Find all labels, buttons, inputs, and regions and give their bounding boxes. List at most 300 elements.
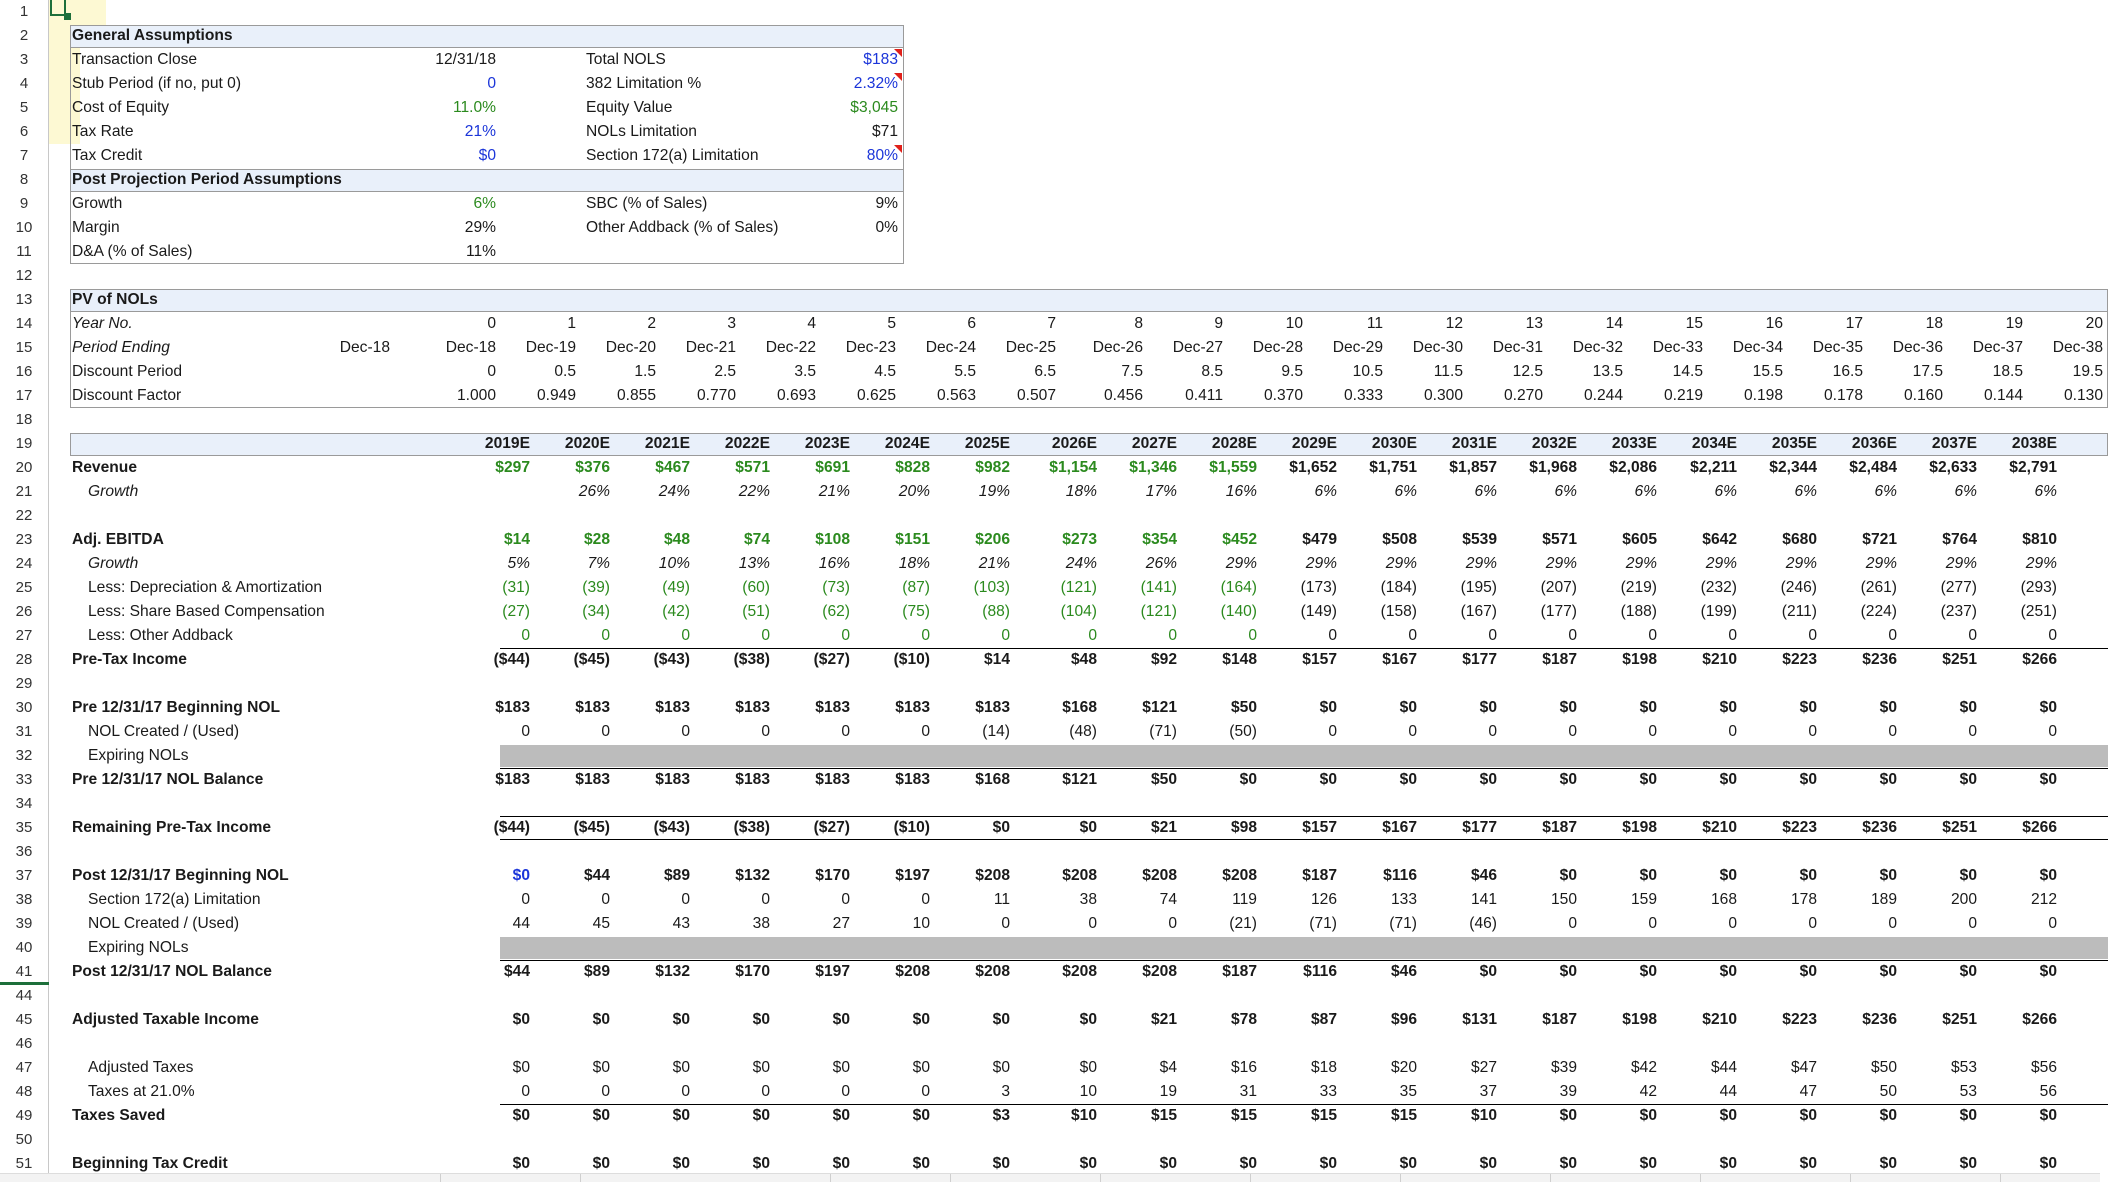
year-column-header: 2021E bbox=[644, 435, 690, 452]
row-header[interactable]: 28 bbox=[0, 648, 49, 672]
value-cell: $0 bbox=[672, 1155, 690, 1172]
row-header[interactable]: 2 bbox=[0, 24, 49, 48]
value-cell: 0 bbox=[1001, 627, 1010, 644]
pv-cell: 0.270 bbox=[1503, 387, 1543, 404]
value-cell: (103) bbox=[973, 579, 1010, 596]
post-label-right bbox=[586, 240, 816, 264]
value-cell: $0 bbox=[992, 819, 1010, 836]
value-cell: $0 bbox=[672, 1059, 690, 1076]
value-cell: $183 bbox=[575, 771, 610, 788]
value-cell: 0 bbox=[1568, 915, 1577, 932]
value-cell: $354 bbox=[1142, 531, 1177, 548]
value-cell: (199) bbox=[1700, 603, 1737, 620]
value-cell: $183 bbox=[735, 699, 770, 716]
value-cell: $157 bbox=[1302, 651, 1337, 668]
pv-cell: Dec-18 bbox=[445, 339, 496, 356]
column-divider bbox=[2000, 1174, 2001, 1182]
value-cell: $691 bbox=[815, 459, 850, 476]
value-cell: $810 bbox=[2022, 531, 2057, 548]
value-cell: $50 bbox=[1150, 771, 1177, 788]
value-cell: 189 bbox=[1870, 891, 1897, 908]
row-header[interactable]: 30 bbox=[0, 696, 49, 720]
value-cell: $42 bbox=[1630, 1059, 1657, 1076]
value-cell: (49) bbox=[662, 579, 690, 596]
value-cell: $44 bbox=[1710, 1059, 1737, 1076]
row-header[interactable]: 33 bbox=[0, 768, 49, 792]
row-header[interactable]: 4 bbox=[0, 72, 49, 96]
pv-cell: Dec-28 bbox=[1252, 339, 1303, 356]
value-cell: $0 bbox=[592, 1107, 610, 1124]
value-cell: 29% bbox=[1625, 555, 1657, 572]
value-cell: $452 bbox=[1222, 531, 1257, 548]
value-cell: $3 bbox=[992, 1107, 1010, 1124]
row-header[interactable]: 9 bbox=[0, 192, 49, 216]
pv-cell: 18 bbox=[1925, 315, 1943, 332]
value-cell: $14 bbox=[503, 531, 530, 548]
row-header[interactable]: 15 bbox=[0, 336, 49, 360]
value-cell: $187 bbox=[1302, 867, 1337, 884]
value-cell: $210 bbox=[1702, 819, 1737, 836]
value-cell: $0 bbox=[672, 1107, 690, 1124]
value-cell: 6% bbox=[1554, 483, 1577, 500]
assumption-label: Stub Period (if no, put 0) bbox=[72, 75, 242, 92]
year-column-header: 2032E bbox=[1531, 435, 1577, 452]
value-cell: $0 bbox=[1879, 699, 1897, 716]
value-cell: $131 bbox=[1462, 1011, 1497, 1028]
value-cell: $1,857 bbox=[1449, 459, 1497, 476]
line-label-pre-created: NOL Created / (Used) bbox=[88, 723, 240, 740]
row-header[interactable]: 10 bbox=[0, 216, 49, 240]
assumption-label-right: 382 Limitation % bbox=[586, 75, 702, 92]
assumption-value-right: $183 bbox=[863, 51, 898, 68]
pv-cell: 15 bbox=[1685, 315, 1703, 332]
row-header[interactable]: 38 bbox=[0, 888, 49, 912]
value-cell: (141) bbox=[1140, 579, 1177, 596]
row-header[interactable]: 16 bbox=[0, 360, 49, 384]
row-header[interactable]: 27 bbox=[0, 624, 49, 648]
pv-cell: 12 bbox=[1445, 315, 1463, 332]
row-header[interactable]: 32 bbox=[0, 744, 49, 768]
value-cell: $266 bbox=[2022, 819, 2057, 836]
value-cell: $208 bbox=[975, 963, 1010, 980]
value-cell: $0 bbox=[1799, 867, 1817, 884]
value-cell: $2,633 bbox=[1929, 459, 1977, 476]
sheet-row bbox=[0, 1128, 2100, 1152]
value-cell: $0 bbox=[752, 1107, 770, 1124]
pv-cell: 7.5 bbox=[1121, 363, 1143, 380]
value-cell: $0 bbox=[1479, 963, 1497, 980]
value-cell: 19% bbox=[978, 483, 1010, 500]
value-cell: $0 bbox=[752, 1155, 770, 1172]
value-cell: ($27) bbox=[813, 651, 850, 668]
expiring-band-pre bbox=[500, 745, 2108, 767]
value-cell: $0 bbox=[1559, 963, 1577, 980]
value-cell: $0 bbox=[1959, 1155, 1977, 1172]
value-cell: $183 bbox=[975, 699, 1010, 716]
year-column-header: 2036E bbox=[1851, 435, 1897, 452]
pv-cell: Dec-34 bbox=[1732, 339, 1783, 356]
assumption-value-right: 80% bbox=[866, 147, 898, 164]
value-cell: 6% bbox=[1474, 483, 1497, 500]
value-cell: $197 bbox=[895, 867, 930, 884]
value-cell: $98 bbox=[1230, 819, 1257, 836]
value-cell: $266 bbox=[2022, 651, 2057, 668]
value-cell: 18% bbox=[898, 555, 930, 572]
value-cell: $0 bbox=[912, 1059, 930, 1076]
year-column-header: 2037E bbox=[1931, 435, 1977, 452]
row-header[interactable]: 26 bbox=[0, 600, 49, 624]
discount-factor-label: Discount Factor bbox=[72, 387, 182, 404]
row-header[interactable]: 45 bbox=[0, 1008, 49, 1032]
value-cell: $0 bbox=[1399, 771, 1417, 788]
row-header[interactable]: 49 bbox=[0, 1104, 49, 1128]
value-cell: $223 bbox=[1782, 651, 1817, 668]
value-cell: $0 bbox=[672, 1011, 690, 1028]
value-cell: $47 bbox=[1790, 1059, 1817, 1076]
value-cell: ($44) bbox=[493, 819, 530, 836]
assumption-label-right: Equity Value bbox=[586, 99, 673, 116]
fill-handle[interactable] bbox=[64, 13, 71, 20]
value-cell: 39 bbox=[1559, 1083, 1577, 1100]
assumption-value: 11.0% bbox=[452, 99, 496, 116]
value-cell: $266 bbox=[2022, 1011, 2057, 1028]
row-header[interactable]: 8 bbox=[0, 168, 49, 192]
value-cell: 0 bbox=[1408, 723, 1417, 740]
value-cell: 141 bbox=[1470, 891, 1497, 908]
value-cell: 0 bbox=[1488, 723, 1497, 740]
value-cell: ($10) bbox=[893, 819, 930, 836]
value-cell: (195) bbox=[1460, 579, 1497, 596]
year-no-label: Year No. bbox=[72, 315, 133, 332]
value-cell: $78 bbox=[1230, 1011, 1257, 1028]
value-cell: 44 bbox=[512, 915, 530, 932]
value-cell: 0 bbox=[601, 891, 610, 908]
row-header[interactable]: 48 bbox=[0, 1080, 49, 1104]
line-label-adj-taxes: Adjusted Taxes bbox=[88, 1059, 194, 1076]
sheet-row bbox=[0, 504, 2100, 528]
value-cell: 16% bbox=[818, 555, 850, 572]
column-divider bbox=[950, 1174, 951, 1182]
value-cell: $208 bbox=[1142, 867, 1177, 884]
year-column-header: 2022E bbox=[724, 435, 770, 452]
pv-cell: 5 bbox=[887, 315, 896, 332]
pv-cell: 17.5 bbox=[1912, 363, 1943, 380]
row-header[interactable]: 6 bbox=[0, 120, 49, 144]
pv-cell: 8.5 bbox=[1201, 363, 1223, 380]
row-header[interactable]: 11 bbox=[0, 240, 49, 264]
value-cell: $0 bbox=[1799, 963, 1817, 980]
year-column-header: 2033E bbox=[1611, 435, 1657, 452]
year-column-header: 2027E bbox=[1131, 435, 1177, 452]
value-cell: 0 bbox=[761, 723, 770, 740]
pv-cell: Dec-36 bbox=[1892, 339, 1943, 356]
pv-cell: 13.5 bbox=[1592, 363, 1623, 380]
row-header[interactable]: 13 bbox=[0, 288, 49, 312]
value-cell: $0 bbox=[1079, 1011, 1097, 1028]
value-cell: 0 bbox=[1648, 723, 1657, 740]
value-cell: (237) bbox=[1940, 603, 1977, 620]
value-cell: $0 bbox=[1719, 867, 1737, 884]
value-cell: 0 bbox=[921, 627, 930, 644]
value-cell: $0 bbox=[1959, 771, 1977, 788]
value-cell: (87) bbox=[902, 579, 930, 596]
row-header[interactable]: 7 bbox=[0, 144, 49, 168]
row-header[interactable]: 5 bbox=[0, 96, 49, 120]
line-label-da: Less: Depreciation & Amortization bbox=[88, 579, 323, 596]
row-header[interactable]: 19 bbox=[0, 432, 49, 456]
year-column-header: 2025E bbox=[964, 435, 1010, 452]
value-cell: $157 bbox=[1302, 819, 1337, 836]
pv-cell: Dec-26 bbox=[1092, 339, 1143, 356]
pv-cell: 10 bbox=[1285, 315, 1303, 332]
value-cell: $0 bbox=[1319, 699, 1337, 716]
value-cell: 29% bbox=[1705, 555, 1737, 572]
value-cell: 6% bbox=[1794, 483, 1817, 500]
value-cell: 0 bbox=[1648, 915, 1657, 932]
value-cell: $251 bbox=[1942, 651, 1977, 668]
value-cell: 24% bbox=[658, 483, 690, 500]
value-cell: 0 bbox=[841, 723, 850, 740]
value-cell: $0 bbox=[1559, 699, 1577, 716]
value-cell: $0 bbox=[592, 1155, 610, 1172]
pv-cell: 4.5 bbox=[874, 363, 896, 380]
value-cell: (140) bbox=[1220, 603, 1257, 620]
value-cell: $44 bbox=[503, 963, 530, 980]
pv-cell: Dec-32 bbox=[1572, 339, 1623, 356]
value-cell: $116 bbox=[1383, 867, 1417, 884]
row-header[interactable]: 29 bbox=[0, 672, 49, 696]
value-cell: $0 bbox=[1559, 867, 1577, 884]
value-cell: $44 bbox=[583, 867, 610, 884]
value-cell: $0 bbox=[2039, 699, 2057, 716]
value-cell: 0 bbox=[841, 891, 850, 908]
row-header[interactable]: 31 bbox=[0, 720, 49, 744]
value-cell: 53 bbox=[1959, 1083, 1977, 1100]
value-cell: $15 bbox=[1150, 1107, 1177, 1124]
value-cell: $170 bbox=[815, 867, 850, 884]
pv-cell: 7 bbox=[1047, 315, 1056, 332]
value-cell: $0 bbox=[1959, 699, 1977, 716]
row-header[interactable]: 14 bbox=[0, 312, 49, 336]
column-divider bbox=[580, 1174, 581, 1182]
row-header[interactable]: 1 bbox=[0, 0, 49, 24]
value-cell: $108 bbox=[815, 531, 850, 548]
row-header[interactable]: 22 bbox=[0, 504, 49, 528]
value-cell: (48) bbox=[1069, 723, 1097, 740]
row-header[interactable]: 34 bbox=[0, 792, 49, 816]
value-cell: 200 bbox=[1950, 891, 1977, 908]
value-cell: $206 bbox=[975, 531, 1010, 548]
value-cell: $0 bbox=[832, 1155, 850, 1172]
assumption-label-right: NOLs Limitation bbox=[586, 123, 697, 140]
year-column-header: 2023E bbox=[804, 435, 850, 452]
assumption-value-right: $71 bbox=[871, 123, 898, 140]
value-cell: $183 bbox=[815, 771, 850, 788]
year-column-header: 2024E bbox=[884, 435, 930, 452]
value-cell: (261) bbox=[1860, 579, 1897, 596]
year-column-header: 2028E bbox=[1211, 435, 1257, 452]
value-cell: $170 bbox=[735, 963, 770, 980]
value-cell: $0 bbox=[1079, 819, 1097, 836]
row-header[interactable]: 23 bbox=[0, 528, 49, 552]
value-cell: $251 bbox=[1942, 1011, 1977, 1028]
pv-cell: Dec-21 bbox=[685, 339, 736, 356]
value-cell: $0 bbox=[1719, 1107, 1737, 1124]
value-cell: ($44) bbox=[493, 651, 530, 668]
row-header[interactable]: 47 bbox=[0, 1056, 49, 1080]
value-cell: $50 bbox=[1230, 699, 1257, 716]
value-cell: (104) bbox=[1060, 603, 1097, 620]
pv-cell: 14.5 bbox=[1672, 363, 1703, 380]
row-header[interactable]: 24 bbox=[0, 552, 49, 576]
value-cell: $0 bbox=[1719, 963, 1737, 980]
value-cell: $198 bbox=[1622, 819, 1657, 836]
value-cell: 0 bbox=[1888, 723, 1897, 740]
value-cell: 0 bbox=[1728, 723, 1737, 740]
row-header[interactable]: 17 bbox=[0, 384, 49, 408]
value-cell: ($43) bbox=[653, 819, 690, 836]
value-cell: $0 bbox=[1719, 771, 1737, 788]
value-cell: 0 bbox=[761, 891, 770, 908]
line-label-post-expiring: Expiring NOLs bbox=[88, 939, 189, 956]
value-cell: $273 bbox=[1062, 531, 1097, 548]
total-nols-comment-marker[interactable] bbox=[894, 49, 902, 57]
value-cell: 0 bbox=[1808, 627, 1817, 644]
value-cell: $467 bbox=[655, 459, 690, 476]
row-header[interactable]: 37 bbox=[0, 864, 49, 888]
pv-cell: Dec-23 bbox=[845, 339, 896, 356]
value-cell: 119 bbox=[1232, 891, 1257, 908]
value-cell: $0 bbox=[1959, 963, 1977, 980]
value-cell: $251 bbox=[1942, 819, 1977, 836]
row-header[interactable]: 21 bbox=[0, 480, 49, 504]
value-cell: $0 bbox=[1159, 1155, 1177, 1172]
value-cell: $10 bbox=[1070, 1107, 1097, 1124]
pv-cell: 19.5 bbox=[2072, 363, 2103, 380]
row-header[interactable]: 39 bbox=[0, 912, 49, 936]
value-cell: 0 bbox=[1808, 915, 1817, 932]
value-cell: $0 bbox=[2039, 1107, 2057, 1124]
value-cell: $2,791 bbox=[2009, 459, 2057, 476]
value-cell: $48 bbox=[663, 531, 690, 548]
value-cell: $508 bbox=[1382, 531, 1417, 548]
total-rule bbox=[500, 816, 2108, 817]
row-header[interactable]: 50 bbox=[0, 1128, 49, 1152]
pv-cell: 14 bbox=[1605, 315, 1623, 332]
value-cell: 0 bbox=[1168, 627, 1177, 644]
value-cell: $0 bbox=[1479, 1155, 1497, 1172]
row-header[interactable]: 25 bbox=[0, 576, 49, 600]
value-cell: $236 bbox=[1862, 1011, 1897, 1028]
value-cell: 0 bbox=[921, 891, 930, 908]
value-cell: $0 bbox=[1559, 1155, 1577, 1172]
value-cell: $0 bbox=[1319, 771, 1337, 788]
value-cell: $0 bbox=[2039, 963, 2057, 980]
column-divider bbox=[1700, 1174, 1701, 1182]
period-pre: Dec-18 bbox=[339, 339, 390, 356]
line-label-other: Less: Other Addback bbox=[88, 627, 233, 644]
value-cell: (207) bbox=[1540, 579, 1577, 596]
row-header[interactable]: 18 bbox=[0, 408, 49, 432]
value-cell: 0 bbox=[2048, 915, 2057, 932]
value-cell: ($27) bbox=[813, 819, 850, 836]
post-value-right: 9% bbox=[875, 195, 898, 212]
row-header[interactable]: 40 bbox=[0, 936, 49, 960]
row-header[interactable]: 35 bbox=[0, 816, 49, 840]
value-cell: 0 bbox=[1888, 915, 1897, 932]
value-cell: 37 bbox=[1479, 1083, 1497, 1100]
value-cell: $0 bbox=[1879, 1107, 1897, 1124]
row-header[interactable]: 46 bbox=[0, 1032, 49, 1056]
value-cell: $0 bbox=[832, 1107, 850, 1124]
value-cell: $0 bbox=[1959, 867, 1977, 884]
year-column-header: 2034E bbox=[1691, 435, 1737, 452]
value-cell: ($10) bbox=[893, 651, 930, 668]
value-cell: $0 bbox=[2039, 771, 2057, 788]
value-cell: 10 bbox=[912, 915, 930, 932]
horizontal-scrollbar[interactable] bbox=[0, 1173, 2100, 1182]
pv-cell: 0.625 bbox=[856, 387, 896, 404]
value-cell: $28 bbox=[583, 531, 610, 548]
column-divider bbox=[830, 1174, 831, 1182]
value-cell: $0 bbox=[1879, 867, 1897, 884]
pv-cell: 10.5 bbox=[1352, 363, 1383, 380]
value-cell: $0 bbox=[1639, 867, 1657, 884]
s172-comment-marker[interactable] bbox=[894, 145, 902, 153]
column-divider bbox=[1400, 1174, 1401, 1182]
line-label-ebitda: Adj. EBITDA bbox=[72, 531, 164, 548]
row-header[interactable]: 51 bbox=[0, 1152, 49, 1176]
value-cell: 29% bbox=[1305, 555, 1337, 572]
value-cell: $828 bbox=[895, 459, 930, 476]
value-cell: 16% bbox=[1225, 483, 1257, 500]
row-header[interactable]: 12 bbox=[0, 264, 49, 288]
column-divider bbox=[1850, 1174, 1851, 1182]
pv-cell: Dec-27 bbox=[1172, 339, 1223, 356]
value-cell: 178 bbox=[1790, 891, 1817, 908]
value-cell: 0 bbox=[1728, 627, 1737, 644]
year-column-header: 2026E bbox=[1051, 435, 1097, 452]
value-cell: $183 bbox=[895, 699, 930, 716]
expiring-band-post bbox=[500, 937, 2108, 959]
value-cell: 29% bbox=[1465, 555, 1497, 572]
sheet-row bbox=[0, 840, 2100, 864]
post-label: D&A (% of Sales) bbox=[72, 243, 193, 260]
value-cell: $0 bbox=[1799, 699, 1817, 716]
row-header[interactable]: 3 bbox=[0, 48, 49, 72]
row-header[interactable]: 41 bbox=[0, 960, 49, 984]
row-header[interactable]: 36 bbox=[0, 840, 49, 864]
sheet-row bbox=[0, 792, 2100, 816]
limitation-pct-comment-marker[interactable] bbox=[894, 73, 902, 81]
value-cell: (50) bbox=[1229, 723, 1257, 740]
value-cell: 29% bbox=[1225, 555, 1257, 572]
value-cell: 0 bbox=[2048, 723, 2057, 740]
value-cell: $46 bbox=[1390, 963, 1417, 980]
row-header[interactable]: 20 bbox=[0, 456, 49, 480]
value-cell: (224) bbox=[1860, 603, 1897, 620]
value-cell: $479 bbox=[1302, 531, 1337, 548]
pv-cell: Dec-25 bbox=[1005, 339, 1056, 356]
value-cell: 0 bbox=[1568, 627, 1577, 644]
row-header[interactable]: 44 bbox=[0, 984, 49, 1008]
value-cell: $1,154 bbox=[1049, 459, 1097, 476]
line-label-pre-bal: Pre 12/31/17 NOL Balance bbox=[72, 771, 264, 788]
value-cell: $187 bbox=[1222, 963, 1257, 980]
value-cell: (121) bbox=[1060, 579, 1097, 596]
pv-cell: Dec-37 bbox=[1972, 339, 2023, 356]
value-cell: (88) bbox=[982, 603, 1010, 620]
